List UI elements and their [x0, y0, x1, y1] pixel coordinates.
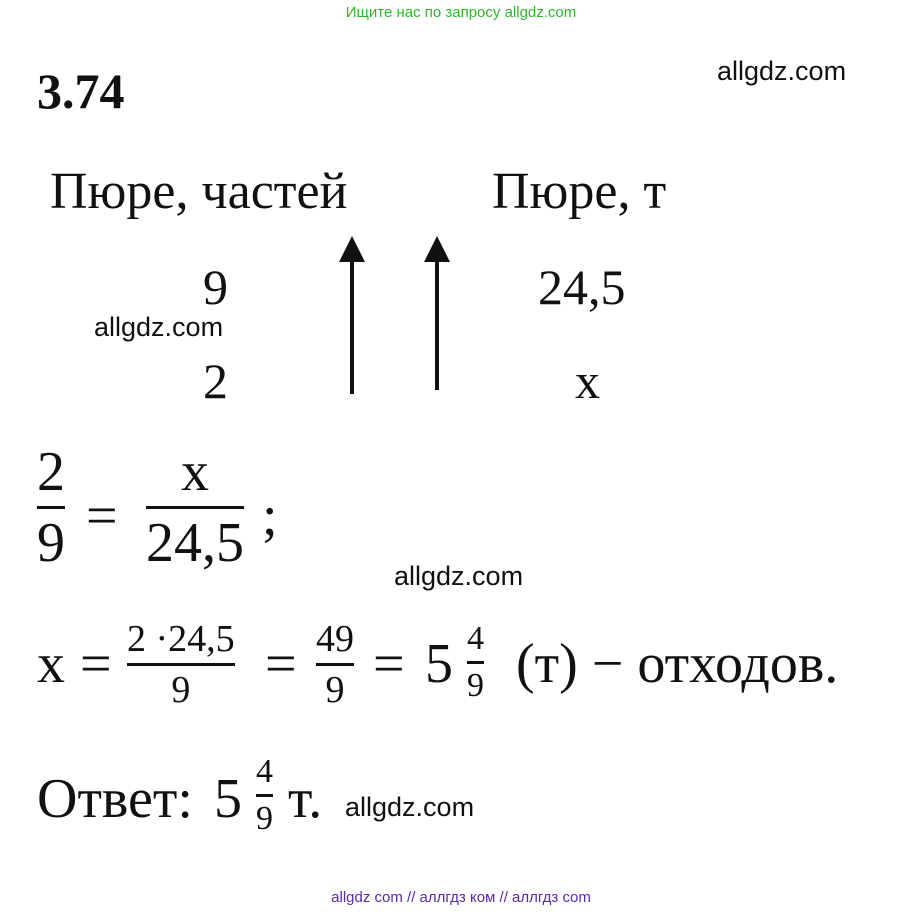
fraction-bar [256, 794, 273, 797]
fraction-denominator: 9 [467, 667, 484, 704]
fraction-numerator: 2 [37, 441, 65, 503]
fraction-numerator: 4 [256, 753, 273, 790]
equals-sign: = [373, 633, 405, 695]
fraction-bar [467, 661, 484, 664]
fraction-denominator: 9 [171, 669, 191, 711]
top-banner[interactable]: Ищите нас по запросу allgdz.com [345, 4, 577, 21]
fraction-denominator: 9 [325, 669, 345, 711]
fraction-denominator: 24,5 [146, 512, 244, 574]
semicolon: ; [262, 485, 278, 547]
solution-fraction-2 [316, 620, 354, 709]
fraction-numerator: 4 [467, 620, 484, 657]
fraction-denominator: 9 [256, 800, 273, 837]
left-value-2: 2 [203, 353, 228, 409]
fraction-bar [146, 506, 244, 509]
proportion-left-fraction [37, 441, 65, 574]
left-value-1: 9 [203, 259, 228, 315]
up-arrow-icon [350, 262, 354, 394]
answer-unit: т. [288, 768, 323, 830]
proportion-right-fraction [146, 441, 244, 574]
watermark: allgdz.com [94, 312, 224, 342]
equals-sign: = [86, 485, 118, 547]
mixed-number-fraction [467, 622, 484, 703]
mixed-number-whole: 5 [425, 633, 453, 695]
right-value-2: x [575, 353, 600, 409]
fraction-bar [316, 663, 354, 666]
fraction-bar [37, 506, 65, 509]
variable-x: x [37, 633, 65, 695]
right-column-header: Пюре, т [492, 163, 667, 220]
watermark: allgdz.com [394, 561, 524, 591]
answer-whole: 5 [214, 768, 242, 830]
fraction-numerator: x [181, 441, 209, 503]
fraction-bar [127, 663, 235, 666]
equals-sign: = [265, 633, 297, 695]
fraction-numerator: 49 [316, 618, 354, 660]
right-value-1: 24,5 [538, 259, 626, 315]
left-column-header: Пюре, частей [50, 163, 348, 220]
answer-fraction [256, 755, 273, 836]
watermark: allgdz.com [345, 792, 475, 822]
watermark: allgdz.com [717, 56, 847, 86]
fraction-denominator: 9 [37, 512, 65, 574]
fraction-numerator: 2 ·24,5 [127, 618, 235, 660]
solution-tail: (т) − отходов. [516, 633, 839, 695]
footer-links[interactable]: allgdz com // аллгдз ком // аллгдз com [331, 889, 591, 906]
solution-fraction-1 [127, 620, 235, 709]
answer-label: Ответ: [37, 768, 193, 830]
equals-sign: = [80, 633, 112, 695]
problem-number: 3.74 [37, 63, 125, 119]
up-arrow-icon [435, 262, 439, 390]
